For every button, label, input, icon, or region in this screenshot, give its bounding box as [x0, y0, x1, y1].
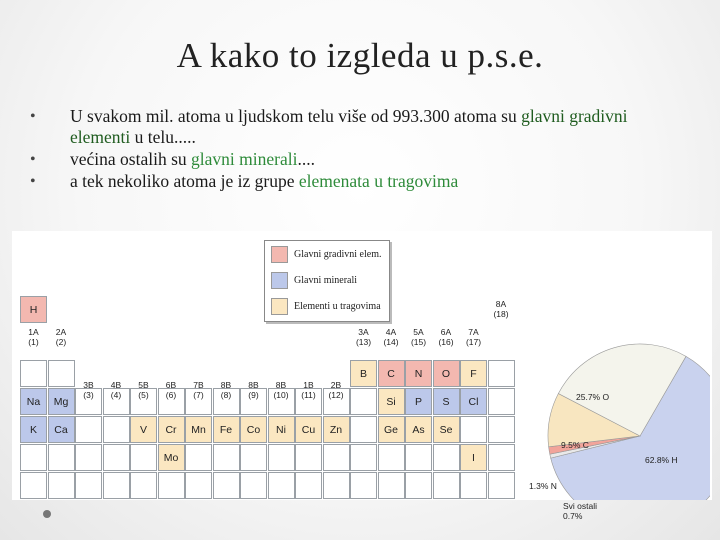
group-label: 2A (2) [55, 327, 67, 347]
element-cell [213, 472, 240, 499]
element-cell [350, 416, 377, 443]
element-zn: Zn [323, 416, 350, 443]
element-cl: Cl [460, 388, 487, 415]
group-label: 7A (17) [465, 327, 482, 347]
element-cell [488, 444, 515, 471]
bullet-text: U svakom mil. atoma u ljudskom telu više od 993.300 atoma su [70, 106, 522, 126]
element-p: P [405, 388, 432, 415]
element-cell [103, 444, 130, 471]
element-mo: Mo [158, 444, 185, 471]
element-se: Se [433, 416, 460, 443]
bullet-list [30, 106, 690, 193]
element-co: Co [240, 416, 267, 443]
element-n: N [405, 360, 432, 387]
group-label: 6A (16) [438, 327, 454, 347]
pie-chart [530, 336, 710, 500]
element-cell [240, 472, 267, 499]
element-cell [323, 444, 350, 471]
element-cell [103, 472, 130, 499]
element-cell [130, 444, 157, 471]
group-label: 8B (10) [273, 380, 289, 400]
group-label: 8A (18) [493, 299, 509, 319]
element-o: O [433, 360, 460, 387]
element-h: H [20, 296, 47, 323]
element-cell [48, 472, 75, 499]
element-mg: Mg [48, 388, 75, 415]
slide-title: A kako to izgleda u p.s.e. [176, 36, 544, 75]
element-cell [20, 360, 47, 387]
pie-label-h: 62.8% H [645, 455, 678, 465]
element-k: K [20, 416, 47, 443]
bullet-item [30, 106, 690, 148]
element-cell [75, 416, 102, 443]
element-ge: Ge [378, 416, 405, 443]
bullet-item [30, 171, 690, 192]
element-cell [488, 472, 515, 499]
bullet-text: glavni gradivni elementi [70, 106, 628, 147]
element-cell [488, 360, 515, 387]
group-label: 5A (15) [410, 327, 427, 347]
element-si: Si [378, 388, 405, 415]
element-cell [20, 472, 47, 499]
element-cell [378, 444, 405, 471]
element-cell [75, 472, 102, 499]
group-label: 8B (8) [220, 380, 232, 400]
bullet-text: a tek nekoliko atoma je iz grupe [70, 171, 299, 191]
bullet-text: .... [297, 149, 315, 169]
legend-label: Elementi u tragovima [294, 300, 381, 312]
bullet-text: u telu..... [130, 127, 196, 147]
element-cell [433, 472, 460, 499]
bullet-dot: • [30, 108, 36, 125]
element-ni: Ni [268, 416, 295, 443]
element-cell [268, 472, 295, 499]
element-cell [48, 360, 75, 387]
group-label: 7B (7) [193, 380, 204, 400]
element-cell [295, 472, 322, 499]
group-label: 3B (3) [83, 380, 94, 400]
element-cell [488, 388, 515, 415]
element-cell [460, 472, 487, 499]
element-cell [378, 472, 405, 499]
group-label: 8B (9) [248, 380, 259, 400]
bullet-dot: • [30, 173, 36, 190]
pie-label-o: 25.7% O [576, 392, 610, 402]
element-cell [158, 472, 185, 499]
element-cr: Cr [158, 416, 185, 443]
element-cell [213, 444, 240, 471]
group-label: 5B (5) [138, 380, 149, 400]
element-fe: Fe [213, 416, 240, 443]
bullet-dot: • [30, 151, 36, 168]
element-c: C [378, 360, 405, 387]
group-label: 2B (12) [328, 380, 344, 400]
legend-label: Glavni gradivni elem. [294, 248, 382, 260]
legend-label: Glavni minerali [294, 274, 358, 286]
element-ca: Ca [48, 416, 75, 443]
pie-label-c: 9.5% C [561, 440, 589, 450]
element-cell [130, 472, 157, 499]
legend-swatch [271, 246, 288, 263]
legend-item-glavni [271, 245, 381, 263]
group-label: 1B (11) [301, 380, 316, 400]
group-label: 1A (1) [28, 327, 39, 347]
element-s: S [433, 388, 460, 415]
bullet-text: elemenata u tragovima [298, 171, 459, 191]
element-cell [460, 416, 487, 443]
element-cell [240, 444, 267, 471]
group-label: 4B (4) [110, 380, 122, 400]
element-cell [405, 444, 432, 471]
element-na: Na [20, 388, 47, 415]
element-cell [185, 444, 212, 471]
element-cell [75, 444, 102, 471]
bullet-item [30, 149, 690, 170]
legend-item-minerali [271, 271, 357, 289]
legend [264, 240, 390, 322]
element-mn: Mn [185, 416, 212, 443]
element-i: I [460, 444, 487, 471]
bullet-text: glavni minerali [191, 149, 298, 169]
legend-swatch [271, 298, 288, 315]
group-label: 4A (14) [383, 327, 399, 347]
element-v: V [130, 416, 157, 443]
element-cell [433, 444, 460, 471]
slide-indicator [43, 510, 51, 518]
legend-swatch [271, 272, 288, 289]
element-cell [185, 472, 212, 499]
bullet-text: većina ostalih su [70, 149, 192, 169]
element-cell [350, 472, 377, 499]
group-label: 3A (13) [355, 327, 372, 347]
element-cell [350, 388, 377, 415]
element-cu: Cu [295, 416, 322, 443]
element-cell [268, 444, 295, 471]
pie-label-n: 1.3% N [529, 481, 557, 491]
legend-item-tragovi [271, 297, 381, 315]
element-cell [48, 444, 75, 471]
element-as: As [405, 416, 432, 443]
pie-label-other: Svi ostali 0.7% [563, 501, 598, 521]
element-f: F [460, 360, 487, 387]
element-cell [350, 444, 377, 471]
element-cell [103, 416, 130, 443]
element-cell [405, 472, 432, 499]
element-cell [488, 416, 515, 443]
group-label: 6B (6) [165, 380, 177, 400]
element-b: B [350, 360, 377, 387]
element-cell [295, 444, 322, 471]
element-cell [323, 472, 350, 499]
element-cell [20, 444, 47, 471]
